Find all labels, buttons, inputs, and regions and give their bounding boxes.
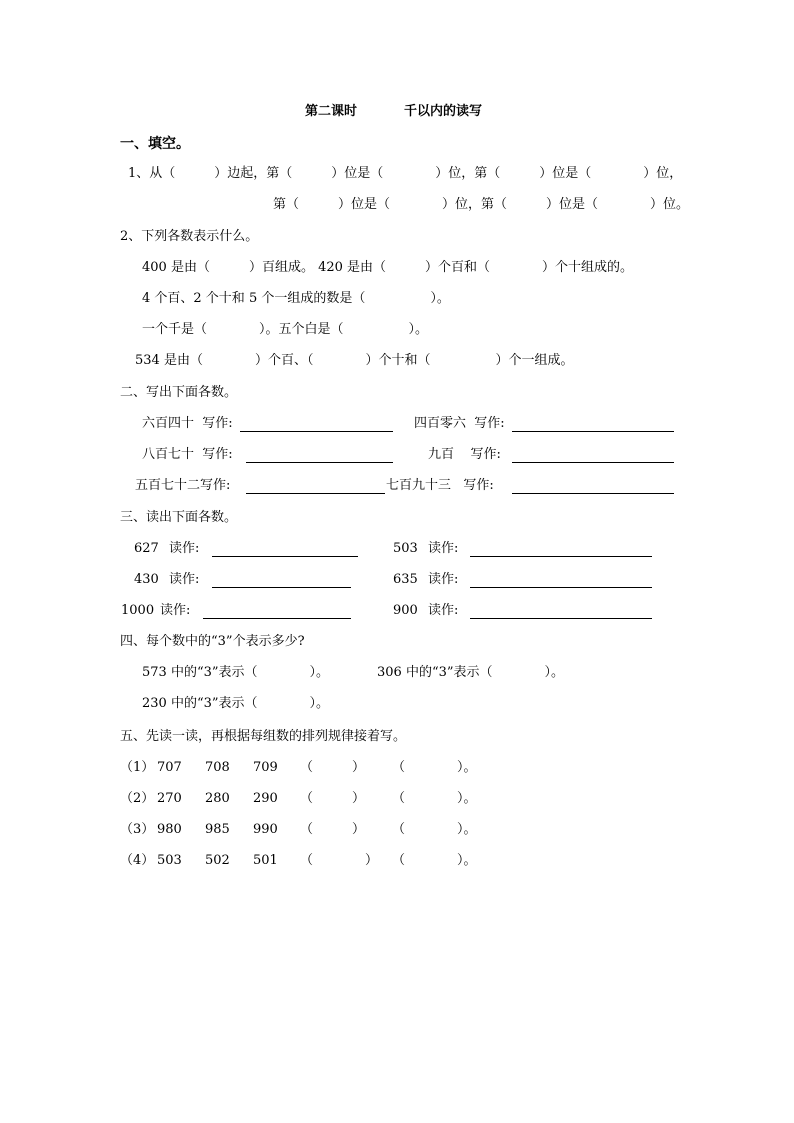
sequence-blank[interactable]: （ ） bbox=[300, 760, 366, 775]
read-label: 读作: bbox=[428, 603, 459, 618]
answer-line[interactable] bbox=[246, 493, 385, 494]
q2-line: 534 是由（ ）个百、（ ）个十和（ ）个一组成。 bbox=[135, 353, 574, 368]
write-label: 八百七十 写作: bbox=[142, 447, 233, 462]
digit-question: 306 中的“3”表示（ ）。 bbox=[377, 665, 565, 680]
answer-line[interactable] bbox=[512, 462, 674, 463]
section2-heading: 二、写出下面各数。 bbox=[120, 385, 238, 400]
sequence-number: 503 bbox=[157, 853, 182, 868]
sequence-number: 980 bbox=[157, 822, 182, 837]
q2-heading: 2、下列各数表示什么。 bbox=[120, 229, 259, 244]
write-label: 四百零六 写作: bbox=[414, 416, 505, 431]
section1-heading: 一、填空。 bbox=[120, 136, 190, 152]
read-label: 读作: bbox=[428, 572, 459, 587]
answer-line[interactable] bbox=[203, 618, 351, 619]
digit-question: 230 中的“3”表示（ ）。 bbox=[142, 696, 330, 711]
read-number: 1000 bbox=[121, 603, 155, 618]
answer-line[interactable] bbox=[246, 462, 393, 463]
answer-line[interactable] bbox=[470, 618, 652, 619]
answer-line[interactable] bbox=[240, 431, 393, 432]
sequence-blank[interactable]: （ ）。 bbox=[392, 822, 477, 837]
sequence-number: 990 bbox=[253, 822, 278, 837]
sequence-number: 709 bbox=[253, 760, 278, 775]
digit-question: 573 中的“3”表示（ ）。 bbox=[142, 665, 330, 680]
sequence-number: 707 bbox=[157, 760, 182, 775]
sequence-blank[interactable]: （ ）。 bbox=[392, 791, 477, 806]
sequence-number: 985 bbox=[205, 822, 230, 837]
page-title: 千以内的读写 bbox=[404, 104, 483, 119]
q2-line: 一个千是（ ）。五个白是（ ）。 bbox=[142, 322, 429, 337]
sequence-index: （2） bbox=[120, 791, 155, 806]
sequence-blank[interactable]: （ ） bbox=[300, 853, 379, 868]
sequence-number: 290 bbox=[253, 791, 278, 806]
sequence-index: （4） bbox=[120, 853, 155, 868]
read-number: 503 bbox=[393, 541, 418, 556]
answer-line[interactable] bbox=[512, 431, 674, 432]
sequence-number: 270 bbox=[157, 791, 182, 806]
sequence-blank[interactable]: （ ） bbox=[300, 791, 366, 806]
sequence-blank[interactable]: （ ）。 bbox=[392, 760, 477, 775]
sequence-blank[interactable]: （ ） bbox=[300, 822, 366, 837]
q1-line2: 第（ ）位是（ ）位，第（ ）位是（ ）位。 bbox=[273, 197, 690, 212]
sequence-index: （3） bbox=[120, 822, 155, 837]
read-number: 900 bbox=[393, 603, 418, 618]
sequence-index: （1） bbox=[120, 760, 155, 775]
read-number: 627 bbox=[134, 541, 159, 556]
read-label: 读作: bbox=[160, 603, 191, 618]
read-label: 读作: bbox=[169, 572, 200, 587]
write-label: 七百九十三 写作: bbox=[386, 478, 494, 493]
write-label: 九百 写作: bbox=[428, 447, 501, 462]
read-label: 读作: bbox=[428, 541, 459, 556]
read-label: 读作: bbox=[169, 541, 200, 556]
read-number: 635 bbox=[393, 572, 418, 587]
answer-line[interactable] bbox=[512, 493, 674, 494]
sequence-number: 502 bbox=[205, 853, 230, 868]
answer-line[interactable] bbox=[212, 556, 358, 557]
write-label: 六百四十 写作: bbox=[142, 416, 233, 431]
q2-line: 4 个百、2 个十和 5 个一组成的数是（ ）。 bbox=[142, 291, 450, 306]
read-number: 430 bbox=[134, 572, 159, 587]
lesson-label: 第二课时 bbox=[305, 104, 358, 119]
sequence-number: 280 bbox=[205, 791, 230, 806]
answer-line[interactable] bbox=[470, 556, 652, 557]
sequence-blank[interactable]: （ ）。 bbox=[392, 853, 477, 868]
answer-line[interactable] bbox=[212, 587, 351, 588]
q2-line: 400 是由（ ）百组成。 420 是由（ ）个百和（ ）个十组成的。 bbox=[142, 260, 634, 275]
section3-heading: 三、读出下面各数。 bbox=[120, 510, 238, 525]
section4-heading: 四、每个数中的“3”个表示多少? bbox=[120, 634, 305, 649]
sequence-number: 501 bbox=[253, 853, 278, 868]
sequence-number: 708 bbox=[205, 760, 230, 775]
section5-heading: 五、先读一读，再根据每组数的排列规律接着写。 bbox=[120, 729, 407, 744]
write-label: 五百七十二写作: bbox=[135, 478, 231, 493]
q1-line1: 1、从（ ）边起，第（ ）位是（ ）位，第（ ）位是（ ）位， bbox=[128, 166, 683, 181]
answer-line[interactable] bbox=[470, 587, 652, 588]
